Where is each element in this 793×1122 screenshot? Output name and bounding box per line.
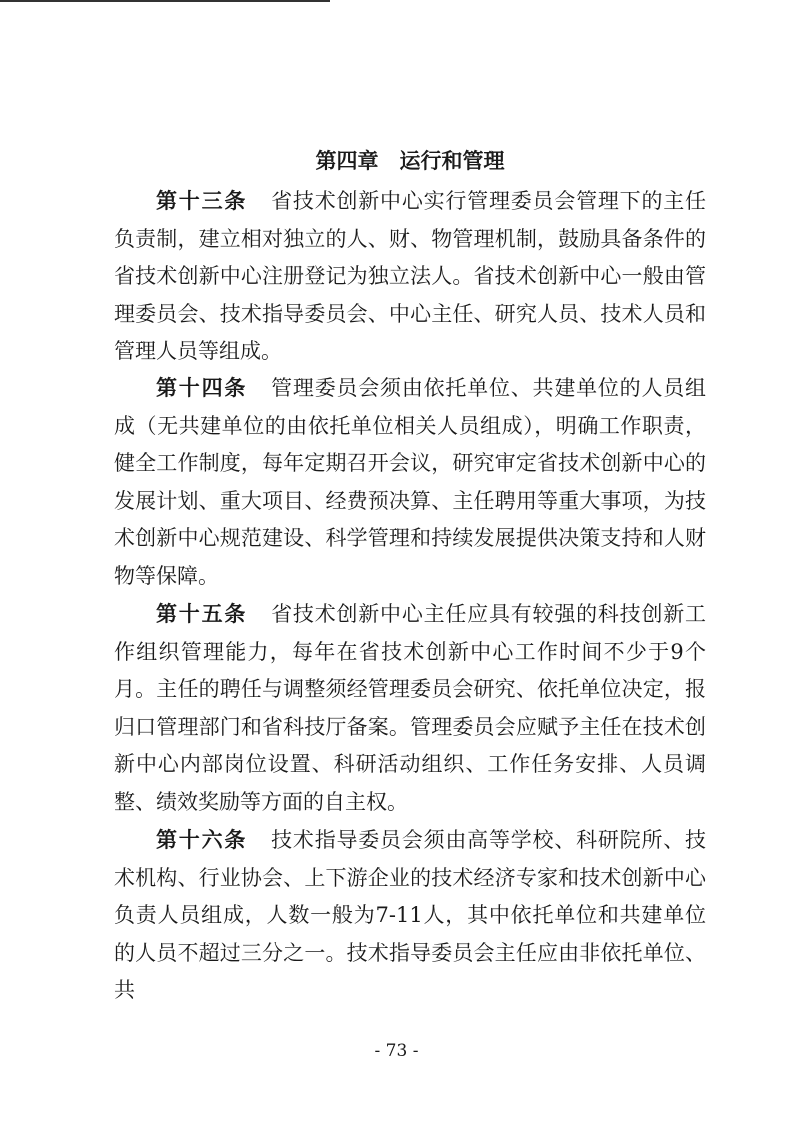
article-15: [114, 596, 706, 821]
article-13-heading: 第十三条: [156, 189, 248, 213]
article-13: [114, 183, 706, 371]
article-14-body: 管理委员会须由依托单位、共建单位的人员组成（无共建单位的由依托单位相关人员组成），明确工作职责，健全工作制度，每年定期召开会议，研究审定省技术创新中心的发展计划、重大项目、经费预决算、主任聘用等重大事项，为技术创新中心规范建设、科学管理和持续发展提供决策支持和人财物等保障。: [114, 376, 707, 588]
article-16-body: 技术指导委员会须由高等学校、科研院所、技术机构、行业协会、上下游企业的技术经济专家和技术创新中心负责人员组成，人数一般为7-11人，其中依托单位和共建单位的人员不超过三分之一。技术指导委员会主任应由非依托单位、共: [114, 828, 707, 1002]
article-15-body: 省技术创新中心主任应具有较强的科技创新工作组织管理能力，每年在省技术创新中心工作时间不少于9个月。主任的聘任与调整须经管理委员会研究、依托单位决定，报归口管理部门和省科技厅备案。管理委员会应赋予主任在技术创新中心内部岗位设置、科研活动组织、工作任务安排、人员调整、绩效奖励等方面的自主权。: [114, 602, 707, 814]
article-16: [114, 822, 706, 1010]
page-number: - 73 -: [374, 1041, 419, 1061]
article-14-heading: 第十四条: [156, 376, 248, 400]
scan-top-edge-line: [0, 0, 330, 2]
article-13-body: 省技术创新中心实行管理委员会管理下的主任负责制，建立相对独立的人、财、物管理机制，鼓励具备条件的省技术创新中心注册登记为独立法人。省技术创新中心一般由管理委员会、技术指导委员会、中心主任、研究人员、技术人员和管理人员等组成。: [114, 189, 707, 363]
article-14: [114, 370, 706, 595]
article-16-heading: 第十六条: [156, 828, 248, 852]
chapter-title: 第四章 运行和管理: [315, 149, 505, 173]
article-15-heading: 第十五条: [156, 602, 248, 626]
